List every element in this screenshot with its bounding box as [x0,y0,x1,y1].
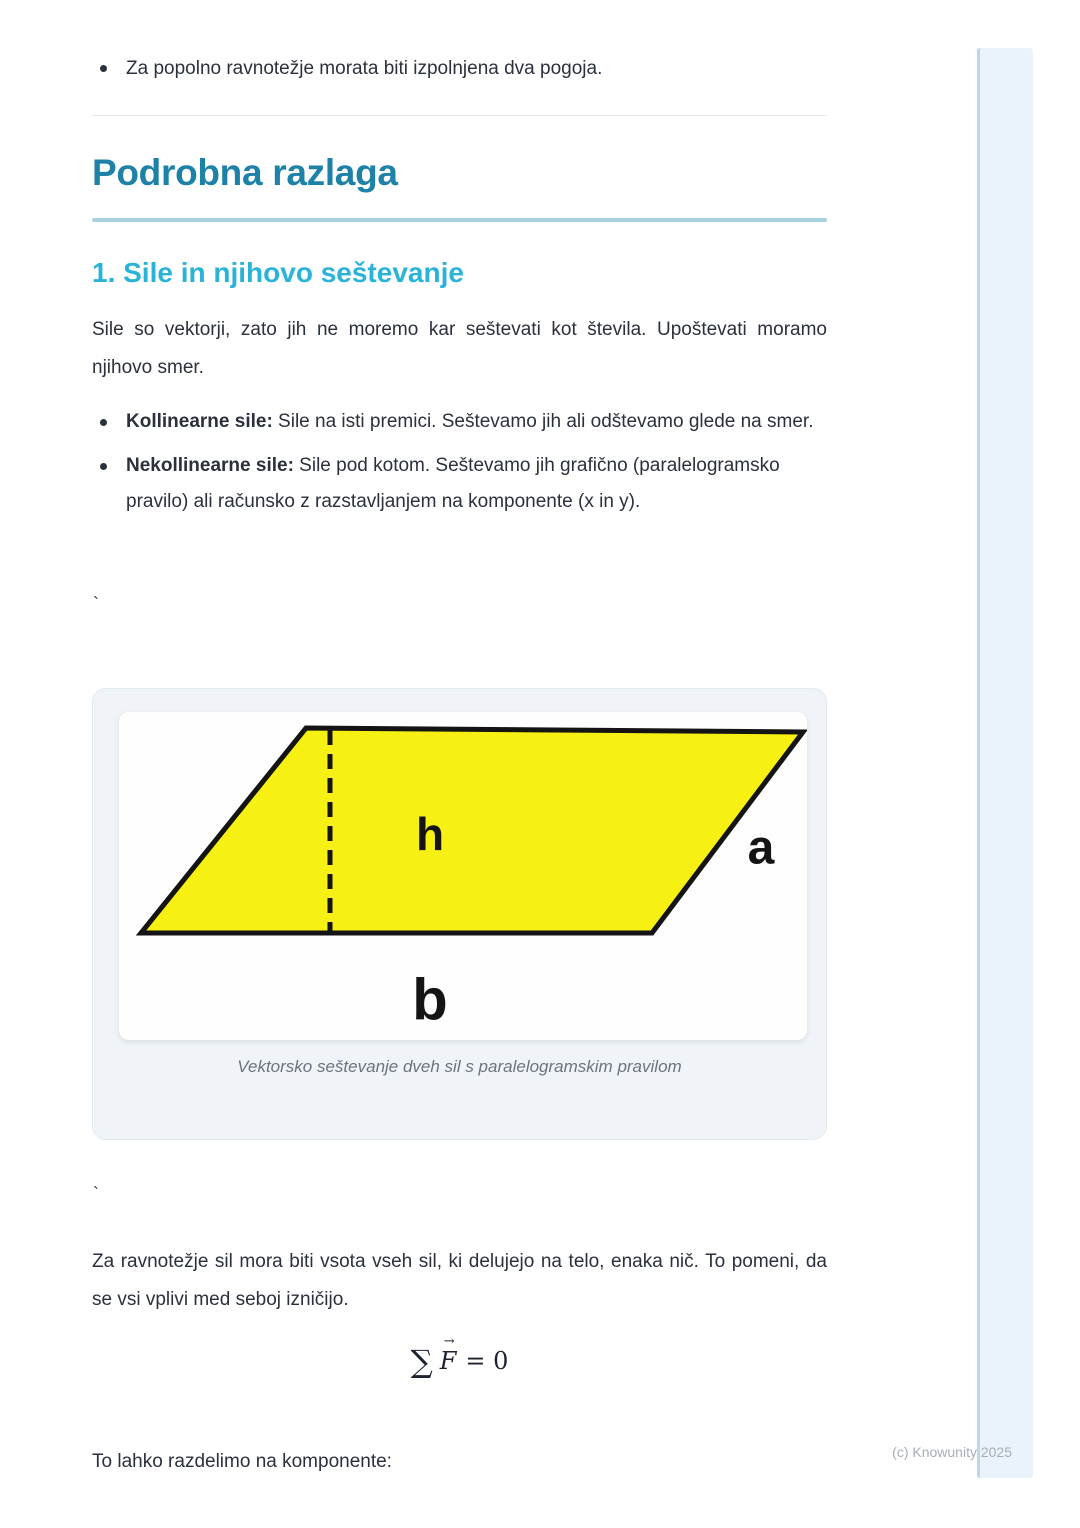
label-base: b [412,967,448,1033]
list-item-lead: Kollinearne sile: [126,411,273,432]
equilibrium-paragraph: Za ravnotežje sil mora biti vsota vseh sil, ki delujejo na telo, enaka nič. To pomeni, da se vsi vplivi med seboj izničijo. [92,1251,827,1310]
stray-backtick: ` [93,1184,99,1204]
sigma-symbol: ∑ [410,1344,433,1380]
label-side: a [747,821,775,875]
bullet-dot-icon [100,419,107,426]
parallelogram-shape [141,728,803,933]
list-item-body: Sile pod kotom. Seštevamo jih grafično (paralelogramsko pravilo) ali računsko z razstavljanjem na komponente (x in y). [126,455,780,512]
force-types-list [92,404,827,520]
figure-card [92,688,827,1140]
lead-bullet-text: Za popolno ravnotežje morata biti izpolnjena dva pogoja. [126,58,603,79]
sum-of-forces-formula [92,1334,827,1380]
page-title: Podrobna razlaga [92,152,398,193]
title-underline [92,218,827,222]
list-item-text [126,404,813,440]
components-line: To lahko razdelimo na komponente: [92,1451,392,1472]
list-item-body: Sile na isti premici. Seštevamo jih ali odštevamo glede na smer. [272,411,814,432]
list-item [92,50,827,88]
list-item [92,448,827,520]
list-item [92,404,827,440]
formula-rhs: = 0 [465,1347,509,1375]
lead-bullet-list [92,50,827,88]
label-height: h [415,808,445,860]
force-vector-symbol: → F [439,1334,457,1375]
figure-caption: Vektorsko seštevanje dveh sil s paralelogramskim pravilom [237,1057,682,1076]
list-item-lead: Nekollinearne sile: [126,455,294,476]
parallelogram-svg [119,712,807,1040]
bullet-dot-icon [100,65,107,72]
footer-copyright: (c) Knowunity 2025 [892,1444,1012,1460]
intro-paragraph: Sile so vektorji, zato jih ne moremo kar seštevati kot števila. Upoštevati moramo njihovo smer. [92,319,827,378]
subsection-title: 1. Sile in njihovo seštevanje [92,257,464,288]
stray-backtick: ` [93,594,99,614]
scrollbar-track[interactable] [977,48,1033,1478]
bullet-dot-icon [100,463,107,470]
vector-arrow-icon: → [443,1334,455,1349]
section-divider [92,115,827,116]
parallelogram-figure [119,712,807,1040]
list-item-text [126,448,827,520]
